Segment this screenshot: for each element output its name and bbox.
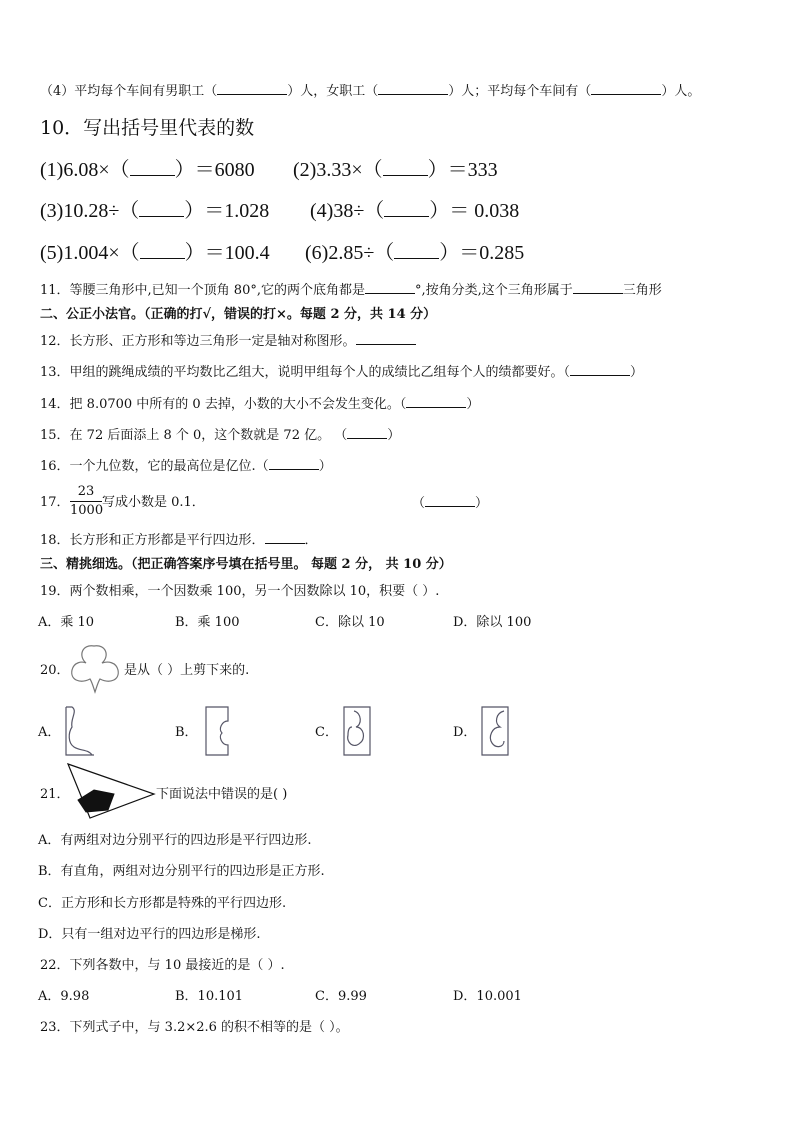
section-2-heading: 二、公正小法官。（正确的打√，错误的打×。每题 2 分，共 14 分） <box>40 307 437 322</box>
q21-num: 21． <box>40 787 70 802</box>
q20-option-a[interactable]: A． <box>38 725 61 740</box>
q9-4-blank-female[interactable] <box>378 82 448 95</box>
folded-paper-option-d <box>478 705 512 757</box>
q11-line: 11．等腰三角形中,已知一个顶角 80°,它的两个底角都是 °,按角分类,这个三角形属于 三角形 <box>40 283 662 298</box>
q19-option-d[interactable]: D．除以 100 <box>453 615 532 630</box>
q14-blank[interactable] <box>406 395 466 408</box>
q23-stem: 23．下列式子中，与 3.2×2.6 的积不相等的是（ ）。 <box>40 1020 349 1035</box>
q17-fraction <box>70 484 102 519</box>
q20-option-d[interactable]: D． <box>453 725 477 740</box>
q10-blank-4[interactable] <box>384 204 429 217</box>
q9-4-blank-total[interactable] <box>591 82 661 95</box>
q10-blank-1[interactable] <box>130 163 175 176</box>
q9-4-mid1: ）人，女职工（ <box>287 84 379 99</box>
q9-4-mid2: ）人；平均每个车间有（ <box>448 84 592 99</box>
q21-stem: 下面说法中错误的是( ) <box>156 787 288 802</box>
q9-4-blank-male[interactable] <box>217 82 287 95</box>
folded-paper-option-b <box>200 705 234 757</box>
q17-text: 写成小数是 0.1． <box>102 495 205 510</box>
folded-paper-option-a <box>62 705 96 757</box>
q20-num: 20． <box>40 663 70 678</box>
q15-line: 15．在 72 后面添上 8 个 0，这个数就是 72 亿。 （ ） <box>40 428 401 443</box>
q12-line: 12．长方形、正方形和等边三角形一定是轴对称图形。 <box>40 332 416 351</box>
q22-option-b[interactable]: B．10.101 <box>175 989 244 1004</box>
q14-line: 14．把 8.0700 中所有的 0 去掉，小数的大小不会发生变化。（ ） <box>40 397 480 412</box>
q10-blank-3[interactable] <box>139 204 184 217</box>
q17-blank[interactable] <box>425 494 475 507</box>
q20-stem: 是从（ ）上剪下来的. <box>124 663 250 678</box>
q22-option-a[interactable]: A．9.98 <box>38 989 90 1004</box>
q20-option-b[interactable]: B． <box>175 725 198 740</box>
q11-blank-angle[interactable] <box>365 281 415 294</box>
q21-option-b[interactable]: B．有直角，两组对边分别平行的四边形是正方形. <box>38 864 325 879</box>
q10-item-3: (3)10.28÷（ ）＝1.028 <box>40 200 270 222</box>
q17-numerator: 23 <box>77 484 95 499</box>
clover-shape-figure <box>66 642 124 696</box>
q9-4-pre: （4）平均每个车间有男职工（ <box>40 84 218 99</box>
q10-item-2: (2)3.33×（ ）＝333 <box>293 159 498 181</box>
q21-option-c[interactable]: C．正方形和长方形都是特殊的平行四边形. <box>38 896 287 911</box>
q21-option-d[interactable]: D．只有一组对边平行的四边形是梯形. <box>38 927 261 942</box>
q17-num: 17． <box>40 495 70 510</box>
q11-blank-type[interactable] <box>573 281 623 294</box>
q12-blank[interactable] <box>356 332 416 345</box>
q13-line: 13．甲组的跳绳成绩的平均数比乙组大，说明甲组每个人的成绩比乙组每个人的绩都要好。（ ） <box>40 365 644 380</box>
q17-denominator: 1000 <box>70 503 104 518</box>
q17-paren: （ ） <box>412 496 489 511</box>
q21-option-a[interactable]: A．有两组对边分别平行的四边形是平行四边形. <box>38 833 312 848</box>
q18-blank[interactable] <box>265 531 305 544</box>
q10-title: 10．写出括号里代表的数 <box>40 117 255 139</box>
q9-4-post: ）人。 <box>661 84 701 99</box>
q19-stem: 19．两个数相乘，一个因数乘 100，另一个因数除以 10，积要（ ）. <box>40 584 440 599</box>
section-3-heading: 三、精挑细选。（把正确答案序号填在括号里。 每题 2 分， 共 10 分） <box>40 557 452 572</box>
q20-option-c[interactable]: C． <box>315 725 338 740</box>
q18-line: 18．长方形和正方形都是平行四边形． ． <box>40 533 318 548</box>
q10-item-4: (4)38÷（ ）＝ 0.038 <box>310 200 520 222</box>
q10-blank-5[interactable] <box>140 246 185 259</box>
triangle-quadrilateral-figure <box>64 760 156 820</box>
q15-blank[interactable] <box>347 426 387 439</box>
q19-option-a[interactable]: A．乘 10 <box>38 615 95 630</box>
q10-item-5: (5)1.004×（ ）＝100.4 <box>40 242 270 264</box>
q22-option-d[interactable]: D．10.001 <box>453 989 522 1004</box>
q22-option-c[interactable]: C．9.99 <box>315 989 367 1004</box>
folded-paper-option-c <box>340 705 374 757</box>
q19-option-b[interactable]: B．乘 100 <box>175 615 240 630</box>
q13-blank[interactable] <box>570 363 630 376</box>
q22-stem: 22．下列各数中，与 10 最接近的是（ ）. <box>40 958 285 973</box>
q10-item-1: (1)6.08×（ ）＝6080 <box>40 159 255 181</box>
q10-blank-6[interactable] <box>394 246 439 259</box>
q10-blank-2[interactable] <box>383 163 428 176</box>
q19-option-c[interactable]: C．除以 10 <box>315 615 385 630</box>
q10-item-6: (6)2.85÷（ ）＝0.285 <box>305 242 525 264</box>
q9-4-line <box>40 82 700 101</box>
q16-blank[interactable] <box>269 457 319 470</box>
q16-line: 16．一个九位数，它的最高位是亿位.（ ） <box>40 459 332 474</box>
